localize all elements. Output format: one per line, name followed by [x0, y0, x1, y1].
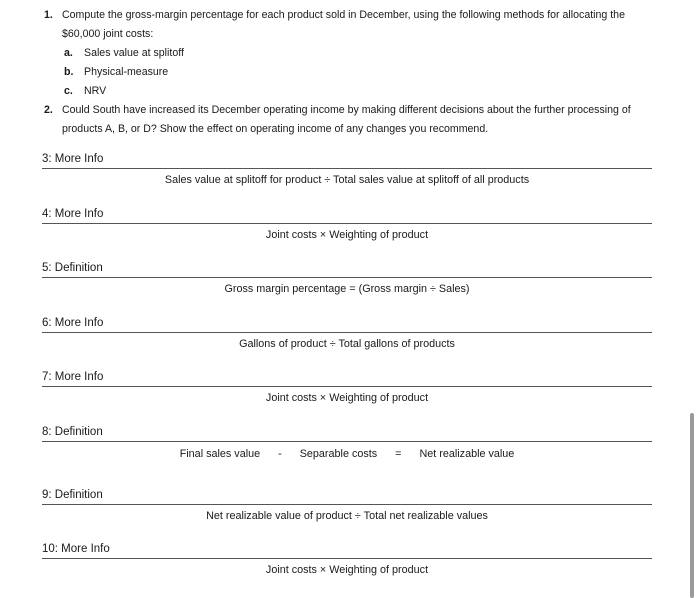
subitem-letter: c. [64, 85, 73, 97]
question-text: Could South have increased its December operating income by making different decisions about the further processing of products A, B, or D? Show the effect on operating income of any changes you recommend. [62, 104, 631, 135]
subitem-c [40, 82, 660, 101]
subitem-letter: a. [64, 47, 73, 59]
question-2 [40, 101, 660, 139]
equation-result: Net realizable value [419, 448, 515, 460]
question-number: 2. [44, 104, 53, 116]
vertical-scrollbar[interactable] [690, 413, 694, 598]
divider [42, 558, 652, 559]
divider [42, 277, 652, 278]
subitem-text: Sales value at splitoff [84, 47, 184, 59]
popup-title: 5: Definition [42, 262, 103, 274]
equation-term: Final sales value [179, 448, 261, 460]
divider [42, 441, 652, 442]
popup-6-more-info [42, 315, 652, 350]
minus-operator: - [278, 448, 282, 460]
subitem-text: Physical-measure [84, 66, 169, 78]
popup-title: 8: Definition [42, 426, 103, 438]
divider [42, 332, 652, 333]
divider [42, 168, 652, 169]
nrv-equation [42, 448, 652, 460]
popup-formula: Joint costs × Weighting of product [265, 564, 429, 576]
divider [42, 504, 652, 505]
subitem-b [40, 63, 660, 82]
question-1 [40, 6, 660, 44]
popup-formula: Net realizable value of product ÷ Total net realizable values [206, 510, 488, 522]
popup-7-more-info [42, 369, 652, 404]
subitem-letter: b. [64, 66, 74, 78]
popup-5-definition [42, 260, 652, 295]
popup-4-more-info [42, 206, 652, 241]
popup-title: 7: More Info [42, 371, 104, 383]
popup-title: 6: More Info [42, 317, 104, 329]
popup-8-definition [42, 424, 652, 460]
popup-title: 10: More Info [42, 543, 110, 555]
popup-3-more-info [42, 151, 652, 186]
popup-formula: Gallons of product ÷ Total gallons of products [239, 338, 455, 350]
question-number: 1. [44, 9, 53, 21]
question-list [40, 6, 660, 139]
popup-10-more-info [42, 541, 652, 576]
question-text: Compute the gross-margin percentage for each product sold in December, using the following methods for allocating the $60,000 joint costs: [62, 9, 625, 40]
subitem-a [40, 44, 660, 63]
popup-title: 9: Definition [42, 489, 103, 501]
subitem-text: NRV [84, 85, 107, 97]
divider [42, 223, 652, 224]
equals-operator: = [395, 448, 402, 460]
popup-title: 4: More Info [42, 208, 104, 220]
equation-term: Separable costs [299, 448, 378, 460]
popup-formula: Joint costs × Weighting of product [265, 229, 429, 241]
popup-formula: Gross margin percentage = (Gross margin ÷ Sales) [224, 283, 470, 295]
popup-9-definition [42, 487, 652, 522]
popup-formula: Joint costs × Weighting of product [265, 392, 429, 404]
divider [42, 386, 652, 387]
popup-formula: Sales value at splitoff for product ÷ Total sales value at splitoff of all products [164, 174, 530, 186]
popup-title: 3: More Info [42, 153, 104, 165]
